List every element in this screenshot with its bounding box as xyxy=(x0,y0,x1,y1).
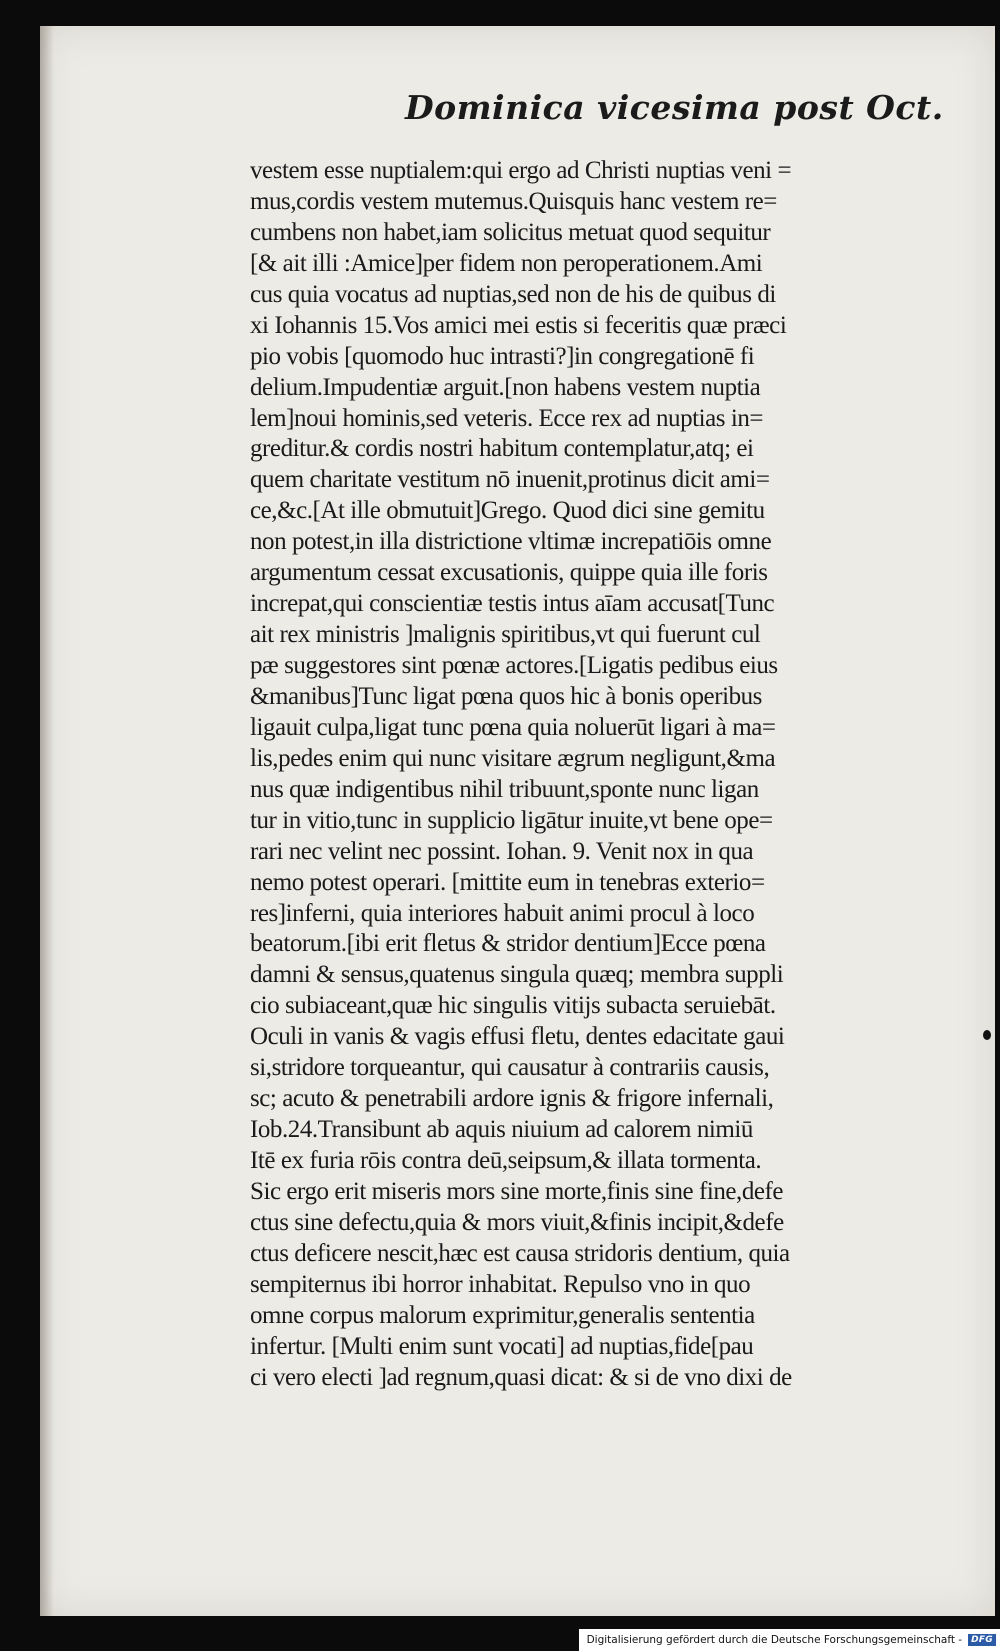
text-line: damni & sensus,quatenus singula quæq; membra suppli xyxy=(250,961,784,989)
ink-blot xyxy=(983,1030,991,1040)
text-line: [& ait illi :Amice]per fidem non peroperationem.Ami xyxy=(250,249,763,277)
text-line: si,stridore torqueantur, qui causatur à contrariis causis, xyxy=(250,1054,770,1082)
text-line: ci vero electi ]ad regnum,quasi dicat: & si de vno dixi de xyxy=(250,1363,792,1391)
text-line: xi Iohannis 15.Vos amici mei estis si feceritis quæ præci xyxy=(250,311,787,339)
text-line: delium.Impudentiæ arguit.[non habens vestem nuptia xyxy=(250,373,761,401)
text-line: pio vobis [quomodo huc intrasti?]in congregationē fi xyxy=(250,342,755,370)
text-line: ctus sine defectu,quia & mors viuit,&finis incipit,&defe xyxy=(250,1208,784,1236)
text-line: ligauit culpa,ligat tunc pœna quia noluerūt ligari à ma= xyxy=(250,713,776,741)
text-line: mus,cordis vestem mutemus.Quisquis hanc vestem re= xyxy=(250,187,777,215)
text-line: cumbens non habet,iam solicitus metuat quod sequitur xyxy=(250,218,771,246)
text-line: Sic ergo erit miseris mors sine morte,finis sine fine,defe xyxy=(250,1177,784,1205)
text-line: nemo potest operari. [mittite eum in tenebras exterio= xyxy=(250,868,765,896)
text-block xyxy=(250,156,950,1394)
text-line: pæ suggestores sint pœnæ actores.[Ligatis pedibus eius xyxy=(250,652,778,679)
text-line: lis,pedes enim qui nunc visitare ægrum negligunt,&ma xyxy=(250,744,776,772)
text-line: lem]noui hominis,sed veteris. Ecce rex ad nuptias in= xyxy=(250,404,764,432)
text-line: rari nec velint nec possint. Iohan. 9. Venit nox in qua xyxy=(250,837,754,865)
page-spine-shadow xyxy=(40,26,54,1616)
text-line: ctus deficere nescit,hæc est causa stridoris dentium, quia xyxy=(250,1239,790,1267)
footer-credit: Digitalisierung gefördert durch die Deutsche Forschungsgemeinschaft - xyxy=(586,1634,963,1646)
text-line: vestem esse nuptialem:qui ergo ad Christi nuptias veni = xyxy=(250,157,792,184)
text-line: quem charitate vestitum nō inuenit,protinus dicit ami= xyxy=(250,466,770,494)
running-head: Dominica vicesima post Oct. xyxy=(405,88,944,127)
text-line: beatorum.[ibi erit fletus & stridor dentium]Ecce pœna xyxy=(250,930,766,958)
text-line: infertur. [Multi enim sunt vocati] ad nuptias,fide[pau xyxy=(250,1332,754,1360)
text-line: Oculi in vanis & vagis effusi fletu, dentes edacitate gaui xyxy=(250,1023,785,1051)
text-line: non potest,in illa districtione vltimæ increpatiōis omne xyxy=(250,528,772,556)
text-line: sc; acuto & penetrabili ardore ignis & frigore infernali, xyxy=(250,1085,774,1113)
text-line: ce,&c.[At ille obmutuit]Grego. Quod dici sine gemitu xyxy=(250,497,765,525)
digitization-footer xyxy=(579,1629,1000,1651)
text-line: res]inferni, quia interiores habuit animi procul à loco xyxy=(250,899,755,927)
text-line: sempiternus ibi horror inhabitat. Repulso vno in quo xyxy=(250,1270,751,1298)
text-line: omne corpus malorum exprimitur,generalis sententia xyxy=(250,1301,755,1329)
text-line: increpat,qui conscientiæ testis intus aīam accusat[Tunc xyxy=(250,590,775,618)
text-line: &manibus]Tunc ligat pœna quos hic à bonis operibus xyxy=(250,682,762,710)
text-line: argumentum cessat excusationis, quippe quia ille foris xyxy=(250,559,768,587)
dfg-logo-icon: DFG xyxy=(968,1634,996,1646)
text-line: tur in vitio,tunc in supplicio ligātur inuite,vt bene ope= xyxy=(250,806,773,834)
text-line: Iob.24.Transibunt ab aquis niuium ad calorem nimiū xyxy=(250,1116,753,1144)
text-line: greditur.& cordis nostri habitum contemplatur,atq; ei xyxy=(250,435,754,463)
text-line: Itē ex furia rōis contra deū,seipsum,& illata tormenta. xyxy=(250,1147,762,1174)
text-line: nus quæ indigentibus nihil tribuunt,sponte nunc ligan xyxy=(250,775,759,803)
text-line: cio subiaceant,quæ hic singulis vitijs subacta seruiebāt. xyxy=(250,992,776,1020)
text-line: cus quia vocatus ad nuptias,sed non de his de quibus di xyxy=(250,280,776,308)
text-line: ait rex ministris ]malignis spiritibus,vt qui fuerunt cul xyxy=(250,621,761,649)
